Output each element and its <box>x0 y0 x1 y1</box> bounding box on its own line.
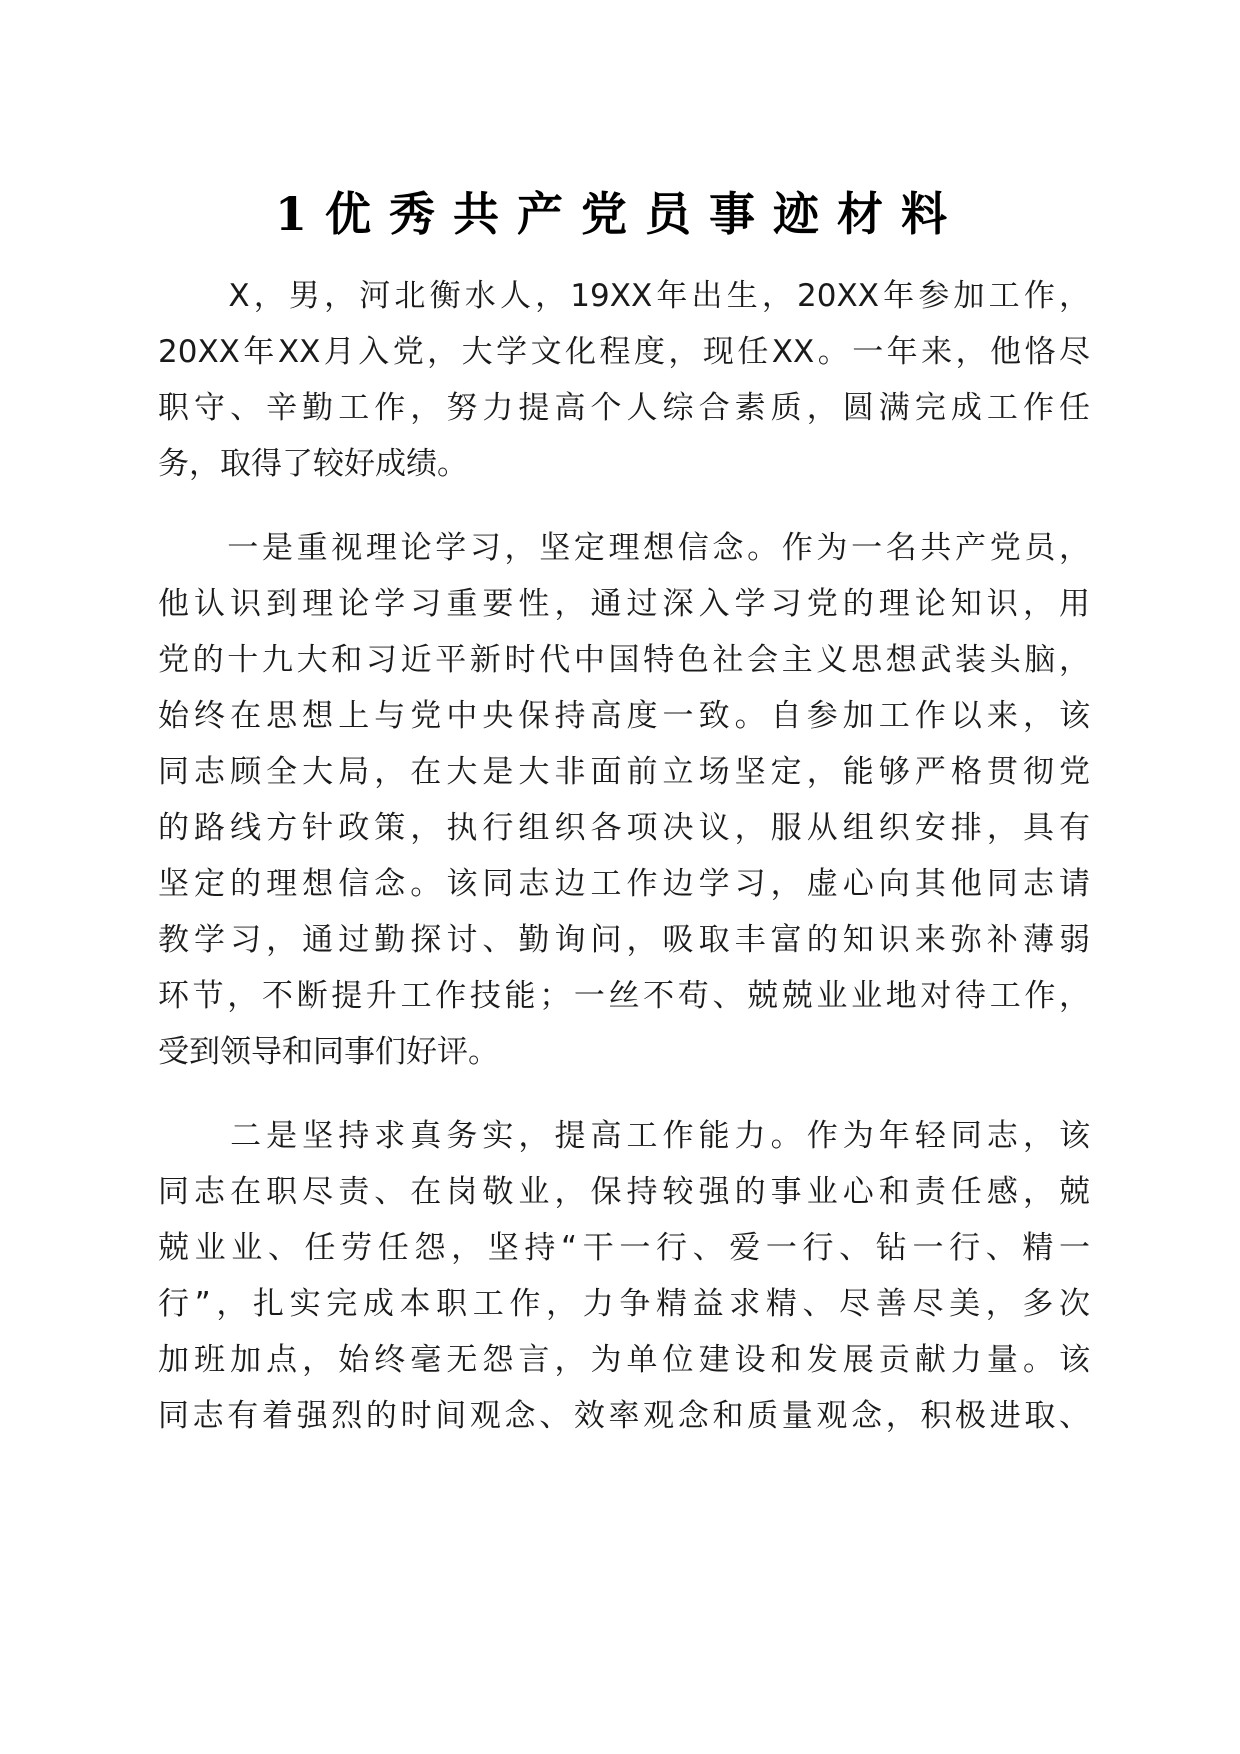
text-line: 20XX年XX月入党，大学文化程度，现任XX。一年来，他恪尽 <box>158 334 1090 370</box>
text-line: 务，取得了较好成绩。 <box>158 446 468 482</box>
text-line: X，男，河北衡水人，19XX年出生，20XX年参加工作， <box>158 278 1090 314</box>
text-line: 行”，扎实完成本职工作，力争精益求精、尽善尽美，多次 <box>158 1286 1090 1322</box>
text-line: 受到领导和同事们好评。 <box>158 1034 499 1070</box>
text-line: 同志有着强烈的时间观念、效率观念和质量观念，积极进取、 <box>158 1398 1090 1434</box>
text-line: 二是坚持求真务实，提高工作能力。作为年轻同志，该 <box>158 1118 1090 1154</box>
paragraph-work-ability <box>158 1108 1090 1444</box>
text-line: 环节，不断提升工作技能；一丝不苟、兢兢业业地对待工作， <box>158 978 1090 1014</box>
text-line: 一是重视理论学习，坚定理想信念。作为一名共产党员， <box>158 530 1090 566</box>
document-body <box>158 268 1090 1472</box>
paragraph-theory-study <box>158 520 1090 1080</box>
text-line: 同志在职尽责、在岗敬业，保持较强的事业心和责任感，兢 <box>158 1174 1090 1210</box>
document-title: 1优秀共产党员事迹材料 <box>274 187 965 241</box>
text-line: 始终在思想上与党中央保持高度一致。自参加工作以来，该 <box>158 698 1090 734</box>
text-line: 的路线方针政策，执行组织各项决议，服从组织安排，具有 <box>158 810 1090 846</box>
text-line: 他认识到理论学习重要性，通过深入学习党的理论知识，用 <box>158 586 1090 622</box>
text-line: 同志顾全大局，在大是大非面前立场坚定，能够严格贯彻党 <box>158 754 1090 790</box>
paragraph-intro <box>158 268 1090 492</box>
text-line: 职守、辛勤工作，努力提高个人综合素质，圆满完成工作任 <box>158 390 1090 426</box>
text-line: 加班加点，始终毫无怨言，为单位建设和发展贡献力量。该 <box>158 1342 1090 1378</box>
text-line: 坚定的理想信念。该同志边工作边学习，虚心向其他同志请 <box>158 866 1090 902</box>
text-line: 教学习，通过勤探讨、勤询问，吸取丰富的知识来弥补薄弱 <box>158 922 1090 958</box>
text-line: 兢业业、任劳任怨，坚持“干一行、爱一行、钻一行、精一 <box>158 1230 1090 1266</box>
text-line: 党的十九大和习近平新时代中国特色社会主义思想武装头脑， <box>158 642 1090 678</box>
